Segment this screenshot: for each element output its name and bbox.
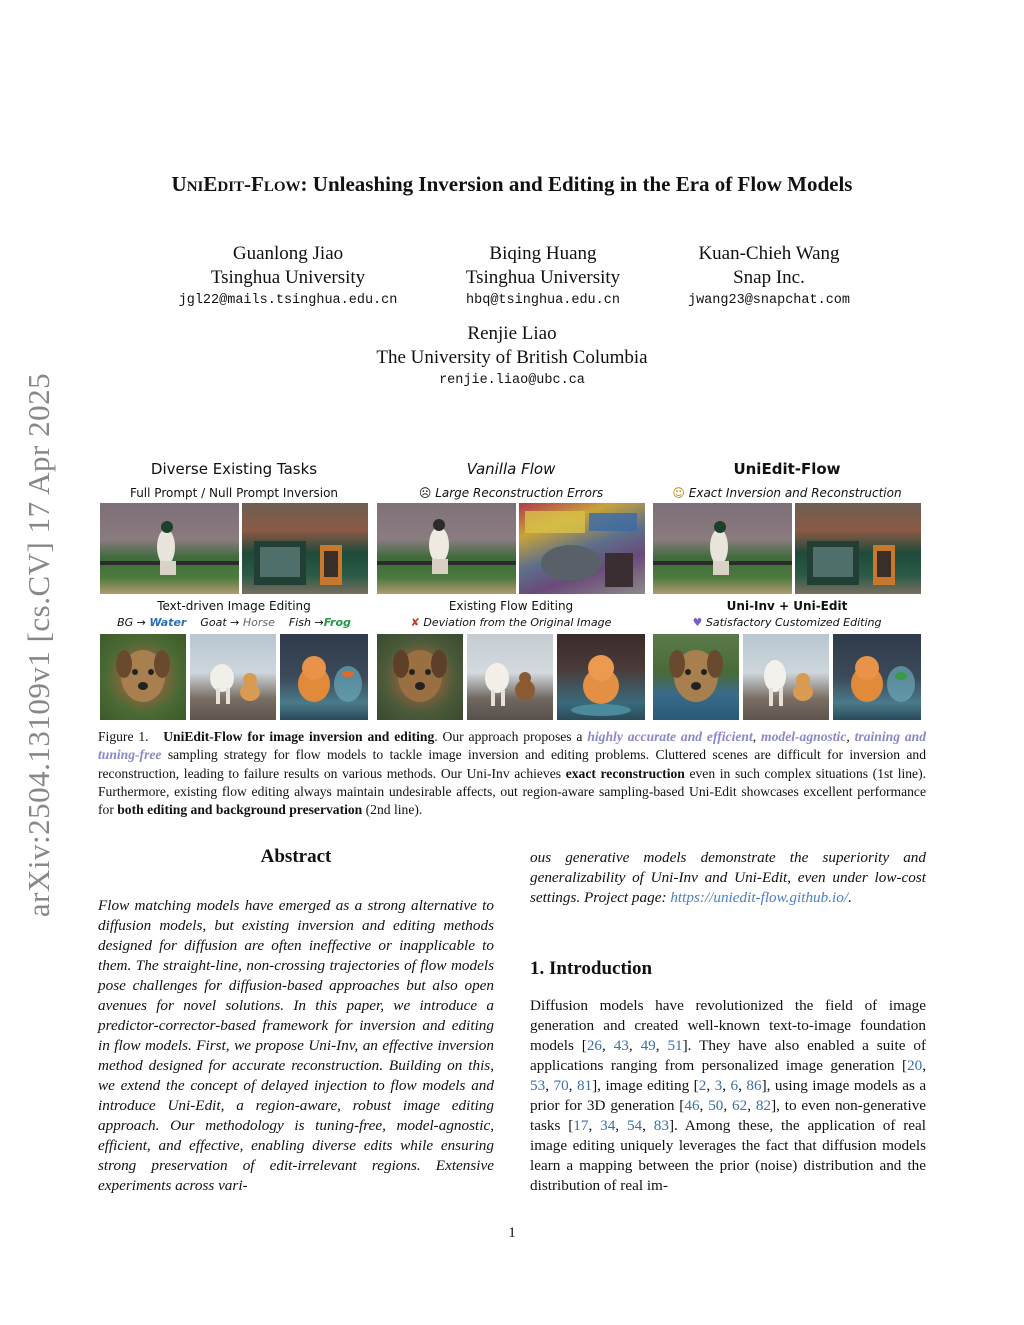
citation[interactable]: 46 — [684, 1097, 700, 1114]
caption-highlight: training and tuning-free — [98, 729, 927, 763]
author-block — [670, 242, 868, 308]
author-block — [430, 242, 656, 308]
author-email: jwang23@snapchat.com — [687, 293, 851, 308]
citation[interactable]: 2 — [698, 1077, 707, 1094]
edit-label: Goat → Horse — [200, 616, 275, 629]
citation[interactable]: 43 — [613, 1037, 629, 1054]
figure-image-kitten-fish — [280, 634, 368, 720]
citation[interactable]: 51 — [667, 1037, 683, 1054]
figure-column-subtitle: Full Prompt / Null Prompt Inversion — [129, 486, 339, 500]
introduction-text: Diffusion models have revolutionized the field of image generation and created well-known text-to-image foundation models [26, 43, 49, 51]. They have also enabled a suite of applications ranging from personalized image generation [20, 53, 70, 81], image editing [2, 3, 6, 86], using image models as a prior for 3D generation [46, 50, 62, 82], to even non-generative tasks [17, 34, 54, 83]. Among these, the application of real image editing uniquely leverages the fact that diffusion models learn a mapping between the prior (noise) distribution and the distribution of real im- — [530, 997, 927, 1194]
introduction-heading: 1. Introduction — [530, 958, 653, 979]
figure-row2-subtitle-wrap — [377, 616, 645, 629]
citation[interactable]: 86 — [746, 1077, 762, 1094]
citation[interactable]: 26 — [586, 1037, 602, 1054]
page-number: 1 — [508, 1225, 516, 1241]
figure-column-title: Diverse Existing Tasks — [150, 460, 318, 478]
abstract-heading: Abstract — [260, 846, 332, 867]
citation[interactable]: 83 — [653, 1117, 669, 1134]
caption-lead: UniEdit-Flow for image inversion and editing — [163, 729, 435, 744]
citation[interactable]: 82 — [755, 1097, 772, 1114]
caption-highlight: model-agnostic — [761, 729, 847, 744]
author-name: Renjie Liao — [467, 323, 557, 344]
figure-column-subtitle: Large Reconstruction Errors — [435, 486, 604, 500]
figure-image-goat — [190, 634, 276, 720]
author-block — [312, 322, 712, 388]
citation[interactable]: 50 — [708, 1097, 724, 1114]
caption-label: Figure 1. — [98, 729, 149, 744]
citation[interactable]: 54 — [626, 1117, 643, 1134]
heart-icon: ♥ — [692, 616, 703, 629]
abstract-text: Flow matching models have emerged as a strong alternative to diffusion models, but existing inversion and editing methods designed for diffusion are often ineffective or inapplicable to them. The straight-line, non-crossing trajectories of flow models pose challenges for diffusion-based approaches but also open avenues for novel solutions. In this paper, we introduce a predictor-corrector-based framework for inversion and editing in flow models. First, we propose Uni-Inv, an effective inversion method designed for accurate reconstruction. Building on this, we extend the concept of delayed injection to flow models and introduce Uni-Edit, a region-aware, robust image editing approach. Our methodology is tuning-free, model-agnostic, efficient, and effective, enabling diverse edits while ensuring strong preservation of edit-irrelevant regions. Extensive experiments across vari- — [98, 897, 494, 1194]
figure-column-title: UniEdit-Flow — [733, 460, 841, 478]
citation[interactable]: 81 — [576, 1077, 593, 1094]
sad-face-icon: ☹ — [418, 486, 432, 500]
author-affiliation: Tsinghua University — [465, 267, 621, 288]
figure-image-horse-edit — [467, 634, 553, 720]
project-page-link[interactable]: https://uniedit-flow.github.io/ — [670, 889, 849, 906]
figure-image-dog — [100, 634, 186, 720]
figure-image-storefront-exact — [795, 503, 921, 594]
citation[interactable]: 3 — [714, 1077, 723, 1094]
citation[interactable]: 20 — [907, 1057, 923, 1074]
figure-column-subtitle-wrap — [653, 486, 921, 500]
author-email: hbq@tsinghua.edu.cn — [466, 293, 620, 308]
citation[interactable]: 49 — [640, 1037, 656, 1054]
figure-image-baseball-exact — [653, 503, 792, 594]
figure-row2-subtitle: Satisfactory Customized Editing — [705, 616, 882, 629]
figure-column-subtitle: Exact Inversion and Reconstruction — [688, 486, 902, 500]
figure-image-dog-edit — [377, 634, 463, 720]
caption-highlight: highly accurate and efficient — [587, 729, 753, 744]
happy-face-icon: ☺ — [672, 486, 685, 500]
abstract-continuation: ous generative models demonstrate the superiority and generalizability of Uni-Inv and Uni-Edit, even under low-cost settings. Project page: https://uniedit-flow.github.io/. — [530, 849, 926, 906]
author-email: jgl22@mails.tsinghua.edu.cn — [178, 293, 398, 308]
figure-row2-subtitle: Deviation from the Original Image — [423, 616, 612, 629]
figure-image-horse-uniedit — [743, 634, 829, 720]
edit-label: BG → Water — [117, 616, 187, 629]
citation[interactable]: 62 — [732, 1097, 748, 1114]
author-affiliation: Tsinghua University — [210, 267, 366, 288]
author-name: Kuan-Chieh Wang — [698, 243, 840, 264]
figure-image-kitten-edit — [557, 634, 645, 720]
arxiv-sidebar — [14, 350, 64, 940]
figure-image-kitten-frog — [833, 634, 921, 720]
author-block — [170, 242, 406, 308]
citation[interactable]: 70 — [553, 1077, 569, 1094]
figure-1 — [100, 460, 924, 722]
figure-row2-title: Uni-Inv + Uni-Edit — [726, 599, 848, 613]
cross-icon: ✘ — [410, 616, 420, 629]
citation[interactable]: 6 — [730, 1077, 739, 1094]
figure-image-baseball — [100, 503, 239, 594]
citation[interactable]: 53 — [530, 1077, 546, 1094]
citation[interactable]: 34 — [600, 1117, 616, 1134]
paper-title — [60, 172, 964, 197]
title-method-name: UniEdit-Flow — [171, 172, 301, 196]
figure-column-title: Vanilla Flow — [466, 460, 556, 478]
author-name: Guanlong Jiao — [232, 243, 344, 264]
citation[interactable]: 17 — [573, 1117, 589, 1134]
figure-row2-title: Text-driven Image Editing — [157, 599, 311, 613]
figure-image-dog-water — [653, 634, 739, 720]
author-email: renjie.liao@ubc.ca — [439, 373, 585, 388]
title-rest: : Unleashing Inversion and Editing in the Era of Flow Models — [300, 172, 853, 196]
figure-column-subtitle-wrap — [377, 486, 645, 500]
figure-row2-title: Existing Flow Editing — [448, 599, 574, 613]
arxiv-id: arXiv:2504.13109v1 [cs.CV] 17 Apr 2025 — [21, 372, 56, 918]
author-name: Biqing Huang — [489, 243, 597, 264]
figure-image-storefront — [242, 503, 368, 594]
author-affiliation: Snap Inc. — [733, 267, 805, 288]
figure-row2-subtitle-wrap — [653, 616, 921, 629]
figure-image-baseball-recon — [377, 503, 516, 594]
figure-caption: Figure 1. UniEdit-Flow for image inversion and editing. Our approach proposes a highly accurate and efficient, model-agnostic, training and tuning-free sampling strategy for flow models to tackle image inversion and editing problems. Cluttered scenes are difficult for inversion and reconstruction, leading to failure results on various methods. Our Uni-Inv achieves exact reconstruction even in such complex situations (1st line). Furthermore, existing flow editing always maintain undesirable affects, out region-aware sampling-based Uni-Edit showcases excellent performance for both editing and background preservation (2nd line). — [98, 729, 927, 818]
edit-label: Fish →Frog — [288, 616, 351, 629]
figure-image-storefront-recon-error — [519, 503, 645, 594]
author-affiliation: The University of British Columbia — [376, 347, 648, 368]
figure-edit-labels — [100, 616, 368, 629]
